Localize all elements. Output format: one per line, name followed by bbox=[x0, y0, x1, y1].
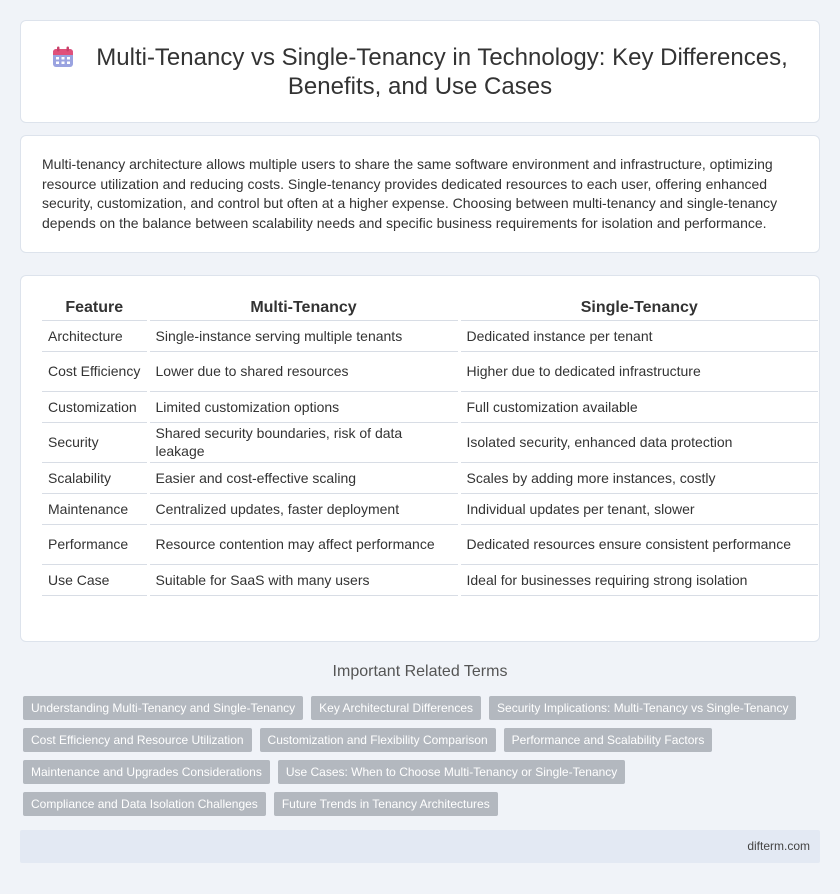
multi-tenancy-cell: Lower due to shared resources bbox=[148, 351, 459, 391]
table-row bbox=[42, 524, 818, 564]
footer bbox=[20, 830, 820, 863]
related-terms-title: Important Related Terms bbox=[332, 663, 508, 680]
single-tenancy-cell: Individual updates per tenant, slower bbox=[459, 493, 818, 524]
feature-cell: Cost Efficiency bbox=[42, 351, 148, 391]
feature-cell: Architecture bbox=[42, 320, 148, 351]
tag-understanding-tenancy[interactable]: Understanding Multi-Tenancy and Single-Tenancy bbox=[23, 696, 303, 720]
feature-cell: Maintenance bbox=[42, 493, 148, 524]
tag-future-trends[interactable]: Future Trends in Tenancy Architectures bbox=[274, 792, 498, 816]
table-row bbox=[42, 422, 818, 462]
tag-architectural-differences[interactable]: Key Architectural Differences bbox=[311, 696, 481, 720]
multi-tenancy-cell: Shared security boundaries, risk of data leakage bbox=[148, 422, 459, 462]
header-card bbox=[20, 20, 820, 123]
tag-use-cases[interactable]: Use Cases: When to Choose Multi-Tenancy or Single-Tenancy bbox=[278, 760, 626, 784]
tag-performance-scalability[interactable]: Performance and Scalability Factors bbox=[504, 728, 713, 752]
multi-tenancy-cell: Suitable for SaaS with many users bbox=[148, 564, 459, 595]
table-row bbox=[42, 351, 818, 391]
page-title-text: Multi-Tenancy vs Single-Tenancy in Technology: Key Differences, Benefits, and Use Cases bbox=[96, 44, 788, 100]
table-row bbox=[42, 462, 818, 493]
single-tenancy-cell: Ideal for businesses requiring strong isolation bbox=[459, 564, 818, 595]
tag-row bbox=[23, 696, 813, 720]
single-tenancy-cell: Higher due to dedicated infrastructure bbox=[459, 351, 818, 391]
feature-cell: Scalability bbox=[42, 462, 148, 493]
header-feature: Feature bbox=[42, 296, 148, 320]
footer-site-link[interactable]: difterm.com bbox=[747, 839, 810, 853]
multi-tenancy-cell: Single-instance serving multiple tenants bbox=[148, 320, 459, 351]
table-row bbox=[42, 493, 818, 524]
tag-row bbox=[23, 792, 813, 816]
intro-card bbox=[20, 135, 820, 253]
single-tenancy-cell: Dedicated resources ensure consistent performance bbox=[459, 524, 818, 564]
intro-paragraph: Multi-tenancy architecture allows multiple users to share the same software environment and infrastructure, optimizing resource utilization and reducing costs. Single-tenancy provides dedicated resources to each user, offering enhanced security, customization, and control but often at a higher expense. Choosing between multi-tenancy and single-tenancy depends on the balance between scalability needs and specific business requirements for isolation and performance. bbox=[42, 156, 778, 231]
feature-cell: Use Case bbox=[42, 564, 148, 595]
tag-customization-flexibility[interactable]: Customization and Flexibility Comparison bbox=[260, 728, 496, 752]
tag-row bbox=[23, 760, 813, 784]
tag-cost-efficiency[interactable]: Cost Efficiency and Resource Utilization bbox=[23, 728, 252, 752]
multi-tenancy-cell: Limited customization options bbox=[148, 391, 459, 422]
feature-cell: Performance bbox=[42, 524, 148, 564]
tag-security-implications[interactable]: Security Implications: Multi-Tenancy vs Single-Tenancy bbox=[489, 696, 796, 720]
multi-tenancy-cell: Centralized updates, faster deployment bbox=[148, 493, 459, 524]
header-single-tenancy: Single-Tenancy bbox=[459, 296, 818, 320]
comparison-table bbox=[42, 296, 818, 596]
header bbox=[41, 43, 799, 101]
table-row bbox=[42, 391, 818, 422]
multi-tenancy-cell: Easier and cost-effective scaling bbox=[148, 462, 459, 493]
table-row bbox=[42, 564, 818, 595]
single-tenancy-cell: Full customization available bbox=[459, 391, 818, 422]
table-header-row bbox=[42, 296, 818, 320]
tag-maintenance-upgrades[interactable]: Maintenance and Upgrades Considerations bbox=[23, 760, 270, 784]
feature-cell: Customization bbox=[42, 391, 148, 422]
related-terms-tags bbox=[23, 696, 813, 824]
single-tenancy-cell: Isolated security, enhanced data protection bbox=[459, 422, 818, 462]
tag-compliance-isolation[interactable]: Compliance and Data Isolation Challenges bbox=[23, 792, 266, 816]
feature-cell: Security bbox=[42, 422, 148, 462]
comparison-table-card bbox=[20, 275, 820, 642]
page-title bbox=[41, 43, 799, 101]
single-tenancy-cell: Scales by adding more instances, costly bbox=[459, 462, 818, 493]
single-tenancy-cell: Dedicated instance per tenant bbox=[459, 320, 818, 351]
table-row bbox=[42, 320, 818, 351]
tag-row bbox=[23, 728, 813, 752]
calendar-icon bbox=[52, 46, 74, 68]
multi-tenancy-cell: Resource contention may affect performance bbox=[148, 524, 459, 564]
header-multi-tenancy: Multi-Tenancy bbox=[148, 296, 459, 320]
